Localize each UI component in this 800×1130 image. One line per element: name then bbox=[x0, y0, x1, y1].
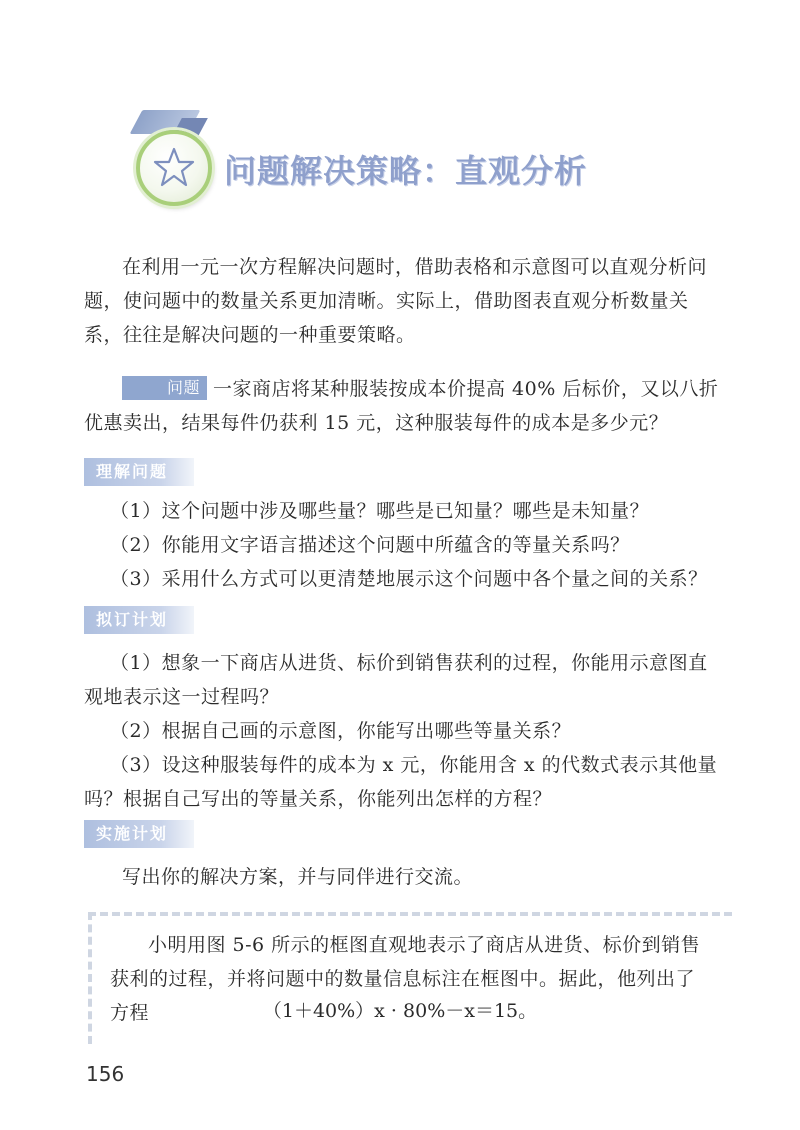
section-tag-implement: 实施计划 bbox=[84, 820, 194, 848]
understand-item-3: （3）采用什么方式可以更清楚地展示这个问题中各个量之间的关系？ bbox=[110, 568, 708, 590]
plan-item-2: （2）根据自己画的示意图，你能写出哪些等量关系？ bbox=[110, 720, 572, 742]
problem-paragraph bbox=[84, 372, 724, 440]
section-tag-plan: 拟订计划 bbox=[84, 606, 194, 634]
page-title: 问题解决策略：直观分析 bbox=[224, 152, 588, 190]
example-equation: （1＋40%）x · 80%－x＝15。 bbox=[262, 1000, 538, 1022]
plan-item-3: （3）设这种服装每件的成本为 x 元，你能用含 x 的代数式表示其他量吗？根据自己写出的等量关系，你能列出怎样的方程？ bbox=[84, 754, 718, 810]
header-emblem bbox=[136, 130, 212, 206]
problem-text: 一家商店将某种服装按成本价提高 40% 后标价，又以八折优惠卖出，结果每件仍获利 15 元，这种服装每件的成本是多少元？ bbox=[84, 378, 719, 434]
section-tag-understand: 理解问题 bbox=[84, 458, 194, 486]
page-number: 156 bbox=[86, 1062, 125, 1086]
star-icon bbox=[152, 145, 196, 189]
understand-item-2: （2）你能用文字语言描述这个问题中所蕴含的等量关系吗？ bbox=[110, 534, 630, 556]
understand-item-1: （1）这个问题中涉及哪些量？哪些是已知量？哪些是未知量？ bbox=[110, 500, 650, 522]
intro-paragraph: 在利用一元一次方程解决问题时，借助表格和示意图可以直观分析问题，使问题中的数量关系更加清晰。实际上，借助图表直观分析数量关系，往往是解决问题的一种重要策略。 bbox=[84, 256, 708, 346]
problem-tag: 问题 bbox=[122, 376, 207, 400]
implement-item-1: 写出你的解决方案，并与同伴进行交流。 bbox=[122, 866, 474, 888]
plan-item-1: （1）想象一下商店从进货、标价到销售获利的过程，你能用示意图直观地表示这一过程吗？ bbox=[84, 652, 708, 708]
example-text: 小明用图 5-6 所示的框图直观地表示了商店从进货、标价到销售获利的过程，并将问题中的数量信息标注在框图中。据此，他列出了方程 bbox=[110, 934, 701, 1024]
